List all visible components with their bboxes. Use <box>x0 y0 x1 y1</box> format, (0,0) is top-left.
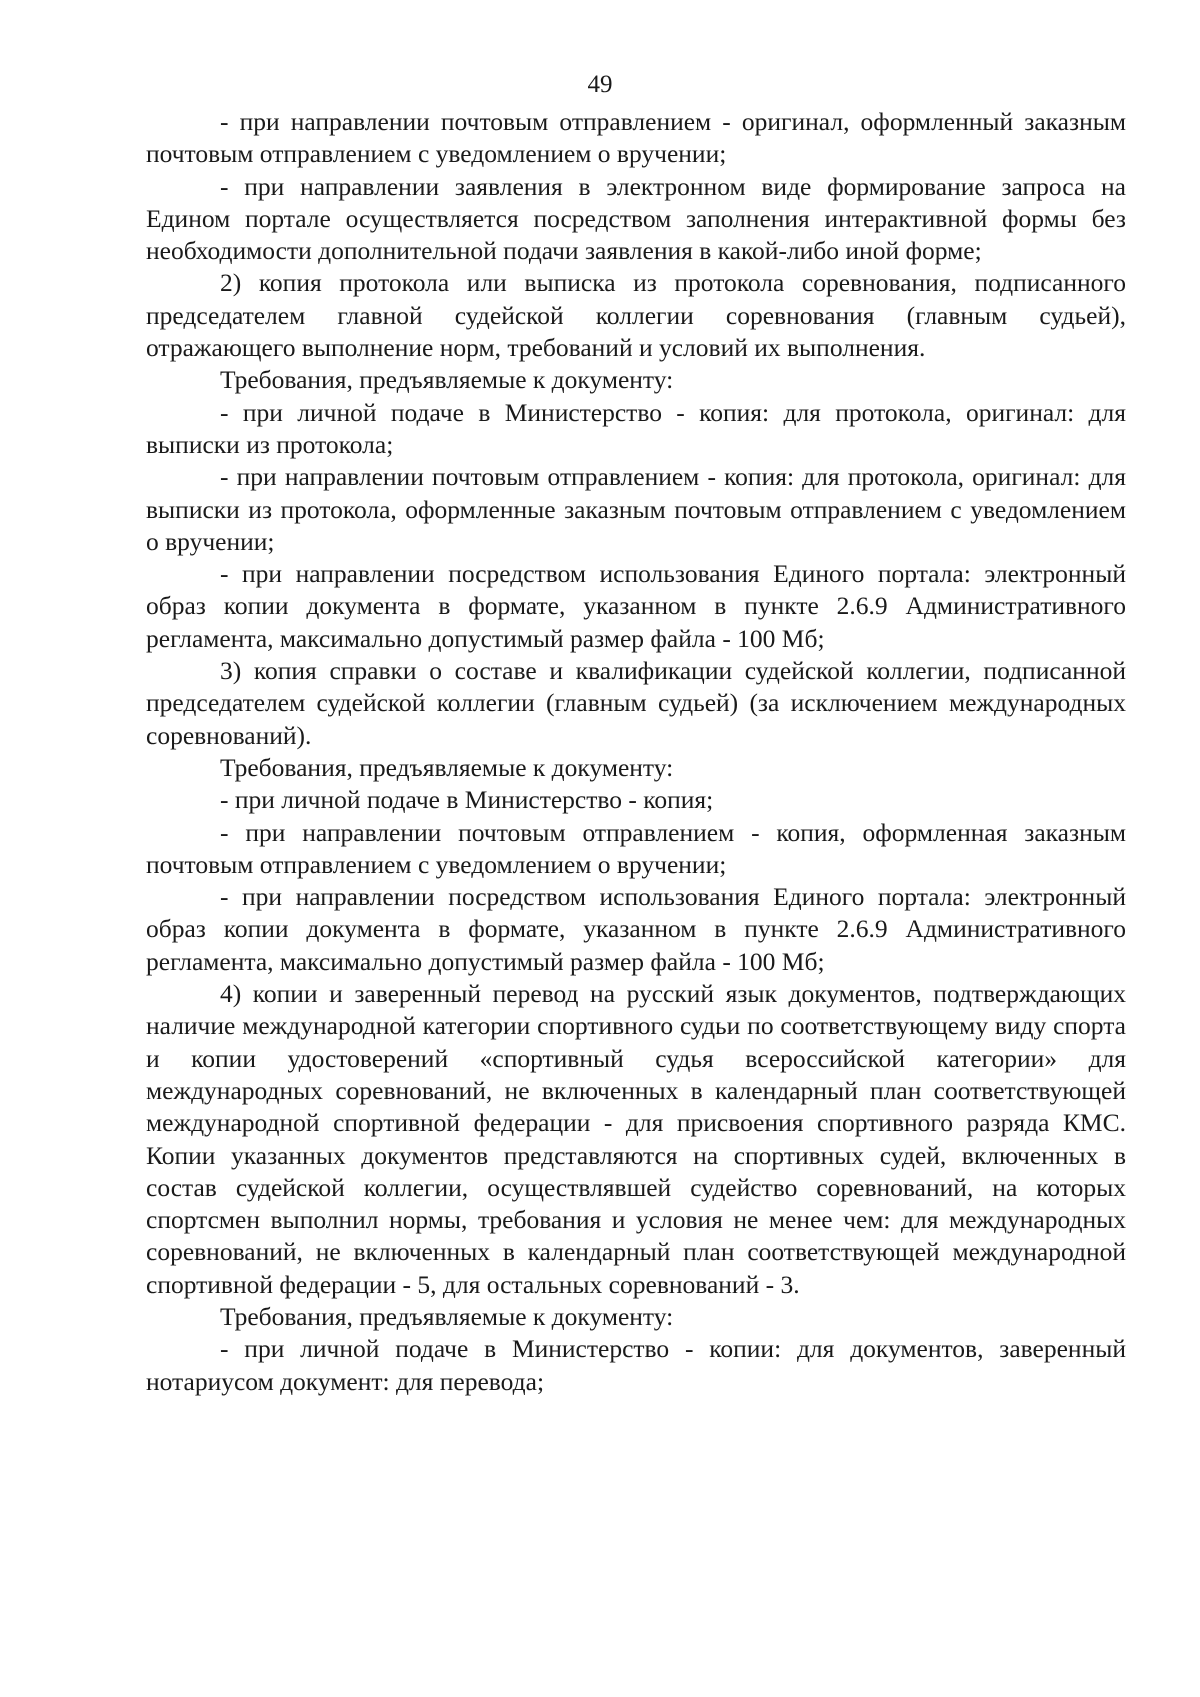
paragraph-item-3-reference: 3) копия справки о составе и квалификации судейской коллегии, подписанной председателем судейской коллегии (главным судьей) (за исключением международных соревнований). <box>146 656 1126 750</box>
paragraph-personal-submission-copy: - при личной подаче в Министерство - копия; <box>220 785 714 815</box>
paragraph-electronic-request: - при направлении заявления в электронном виде формирование запроса на Едином портале осуществляется посредством заполнения интерактивной формы без необходимости дополнительной подачи заявления в какой-либо иной форме; <box>146 171 1126 266</box>
paragraph-postal-original: - при направлении почтовым отправлением - оригинал, оформленный заказным почтовым отправлением с уведомлением о вручении; <box>146 107 1126 169</box>
paragraph-requirements-heading: Требования, предъявляемые к документу: <box>220 365 674 395</box>
paragraph-personal-submission-notary: - при личной подаче в Министерство - копии: для документов, заверенный нотариусом документ: для перевода; <box>146 1334 1126 1396</box>
paragraph-requirements-heading: Требования, предъявляемые к документу: <box>220 1301 674 1331</box>
paragraph-portal-protocol: - при направлении посредством использования Единого портала: электронный образ копии документа в формате, указанном в пункте 2.6.9 Административного регламента, максимально допустимый размер файла - 100 Мб; <box>146 559 1126 653</box>
paragraph-item-2-protocol: 2) копия протокола или выписка из протокола соревнования, подписанного председателем главной судейской коллегии соревнования (главным судьей), отражающего выполнение норм, требований и условий их выполнения. <box>146 268 1126 363</box>
paragraph-personal-submission-protocol: - при личной подаче в Министерство - копия: для протокола, оригинал: для выписки из протокола; <box>146 397 1126 459</box>
document-body <box>146 106 1126 1398</box>
paragraph-requirements-heading: Требования, предъявляемые к документу: <box>220 752 674 782</box>
paragraph-postal-protocol: - при направлении почтовым отправлением - копия: для протокола, оригинал: для выписки из протокола, оформленные заказным почтовым отправлением с уведомлением о вручении; <box>146 462 1126 556</box>
paragraph-item-4-translation: 4) копии и заверенный перевод на русский язык документов, подтверждающих наличие международной категории спортивного судьи по соответствующему виду спорта и копии удостоверений «спортивный судья всероссийской категории» для международных соревнований, не включенных в календарный план соответствующей международной спортивной федерации - для присвоения спортивного разряда КМС. Копии указанных документов представляются на спортивных судей, включенных в состав судейской коллегии, осуществлявшей судейство соревнований, на которых спортсмен выполнил нормы, требования и условия не менее чем: для международных соревнований, не включенных в календарный план соответствующей международной спортивной федерации - 5, для остальных соревнований - 3. <box>146 979 1126 1299</box>
paragraph-postal-copy: - при направлении почтовым отправлением - копия, оформленная заказным почтовым отправлением с уведомлением о вручении; <box>146 817 1126 879</box>
page-number: 49 <box>587 71 613 98</box>
paragraph-portal-copy: - при направлении посредством использования Единого портала: электронный образ копии документа в формате, указанном в пункте 2.6.9 Административного регламента, максимально допустимый размер файла - 100 Мб; <box>146 882 1126 976</box>
